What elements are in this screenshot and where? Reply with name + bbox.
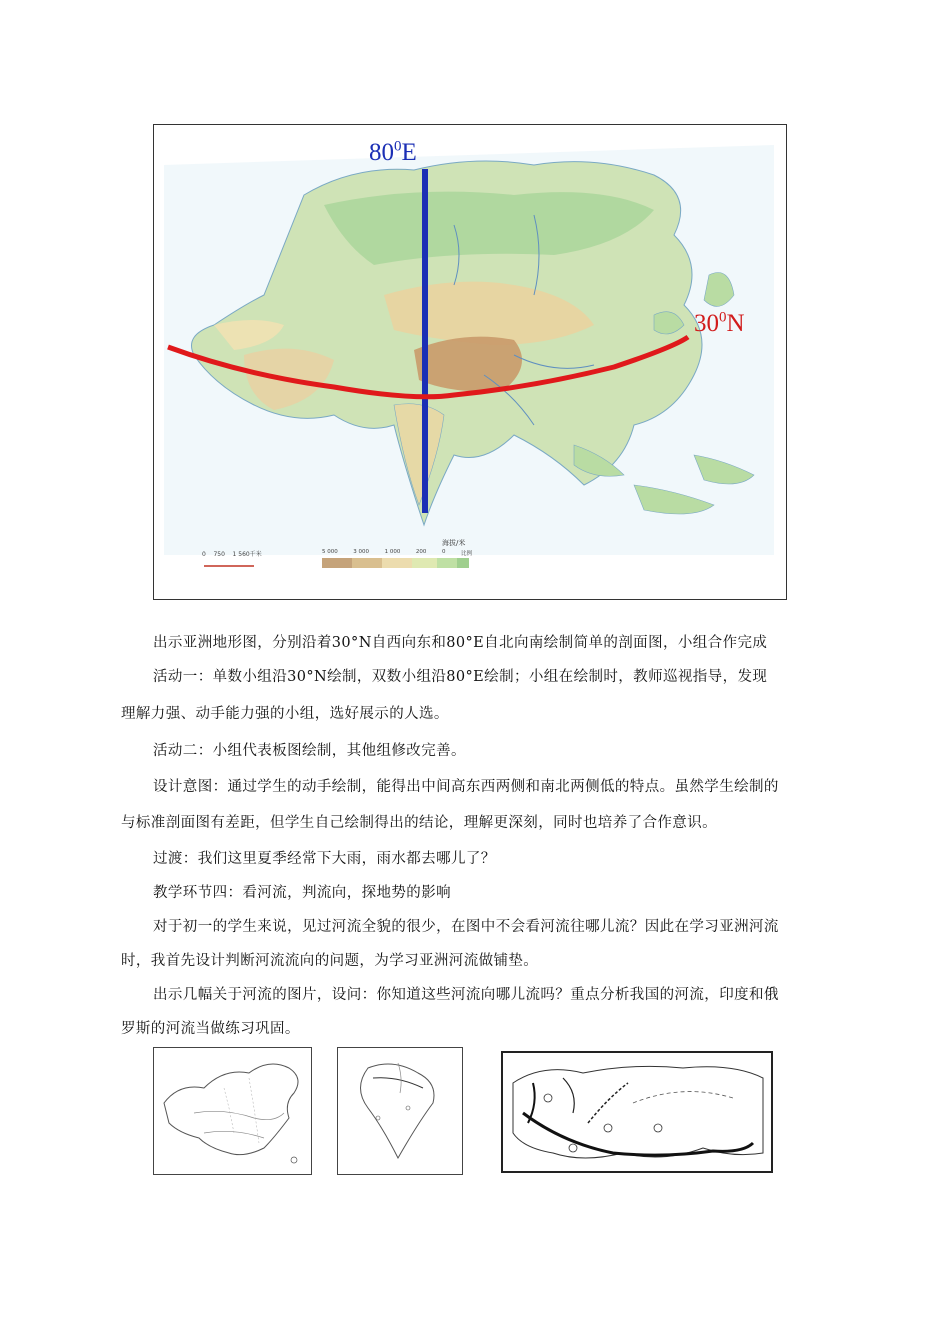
paragraph-activity-two: 活动二：小组代表板图绘制，其他组修改完善。	[153, 743, 466, 759]
paragraph-instruction: 出示亚洲地形图，分别沿着30°N自西向东和80°E自北向南绘制简单的剖面图，小组合作完成	[153, 635, 768, 651]
paragraph-activity-one: 活动一：单数小组沿30°N绘制，双数小组沿80°E绘制；小组在绘制时，教师巡视指导，发现	[153, 669, 768, 685]
paragraph-transition: 过渡：我们这里夏季经常下大雨，雨水都去哪儿了？	[153, 851, 496, 867]
asia-map-drawing	[154, 125, 786, 599]
paragraph-design-intent: 设计意图：通过学生的动手绘制，能得出中间高东西两侧和南北两侧低的特点。虽然学生绘制的	[153, 779, 779, 795]
paragraph-rivers-question-cont: 罗斯的河流当做练习巩固。	[121, 1021, 300, 1037]
paragraph-activity-one-cont: 理解力强、动手能力强的小组，选好展示的人选。	[121, 706, 449, 722]
china-river-map	[153, 1047, 312, 1175]
russia-river-map	[501, 1051, 773, 1173]
parallel-30n-label: $30^0N$	[694, 309, 745, 337]
tibetan-plateau	[414, 337, 522, 392]
india-river-map	[337, 1047, 463, 1175]
paragraph-rivers-intro-cont: 时，我首先设计判断河流流向的问题，为学习亚洲河流做铺垫。	[121, 953, 539, 969]
meridian-80e-label: $80^0E$	[369, 138, 417, 166]
elevation-legend-title: 海拔/米	[442, 539, 466, 547]
paragraph-design-intent-cont: 与标准剖面图有差距，但学生自己绘制得出的结论，理解更深刻，同时也培养了合作意识。	[121, 815, 717, 831]
paragraph-section-four: 教学环节四：看河流，判流向，探地势的影响	[153, 885, 451, 901]
paragraph-rivers-intro: 对于初一的学生来说，见过河流全貌的很少，在图中不会看河流往哪儿流？因此在学习亚洲河流	[153, 919, 779, 935]
paragraph-rivers-question: 出示几幅关于河流的图片，设问：你知道这些河流向哪儿流吗？重点分析我国的河流，印度和俄	[153, 987, 779, 1003]
elevation-legend-values: 5 000 3 000 1 000 200 0 比例	[322, 549, 472, 557]
asia-terrain-map	[153, 124, 787, 600]
scale-bar-text: 0 750 1 560千米	[202, 551, 262, 558]
